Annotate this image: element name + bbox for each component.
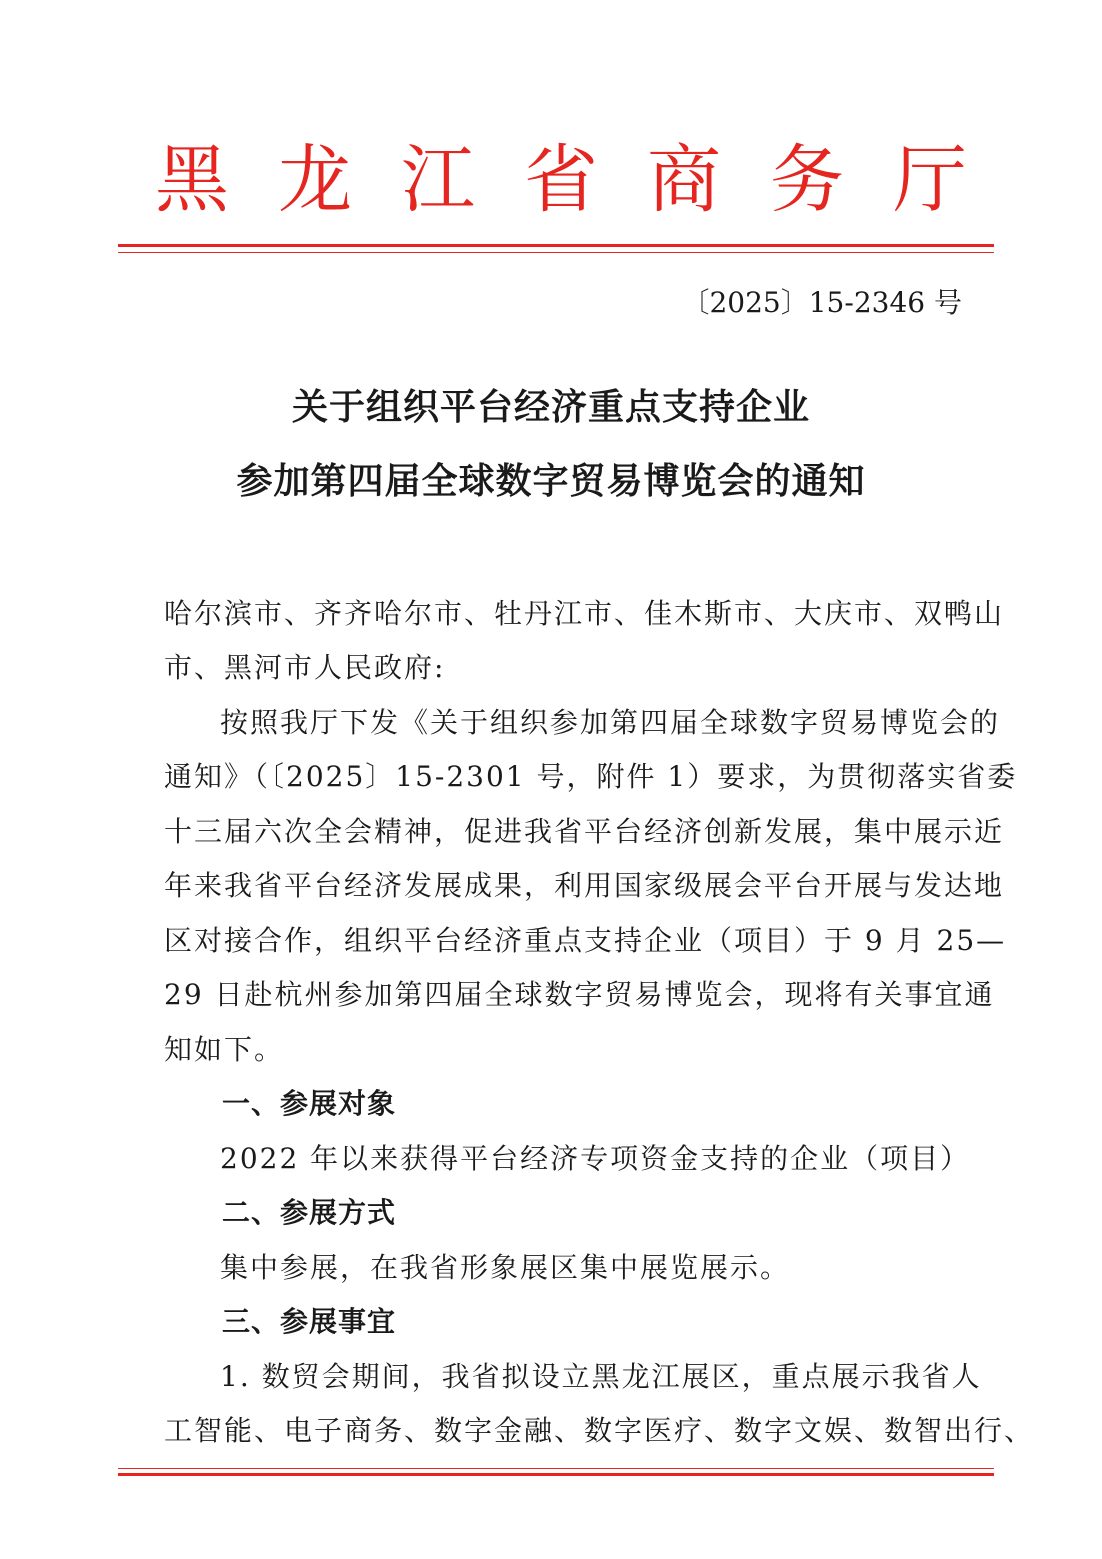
letterhead-char: 江 (401, 137, 475, 223)
letterhead-title (155, 130, 967, 230)
paragraph-line: 年来我省平台经济发展成果，利用国家级展会平台开展与发达地 (164, 869, 1005, 902)
paragraph-line: 集中参展，在我省形象展区集中展览展示。 (220, 1251, 791, 1284)
footer-rule-thin (118, 1468, 994, 1469)
paragraph-line: 按照我厅下发《关于组织参加第四届全球数字贸易博览会的 (220, 706, 1001, 739)
letterhead-char: 厅 (893, 137, 967, 223)
letterhead-char: 务 (770, 137, 844, 223)
paragraph-line: 29 日赴杭州参加第四届全球数字贸易博览会，现将有关事宜通 (164, 978, 995, 1011)
footer-rule-thick (118, 1473, 994, 1476)
section-heading: 三、参展事宜 (222, 1305, 397, 1338)
paragraph-line: 通知》（〔2025〕15-2301 号，附件 1）要求，为贯彻落实省委 (164, 760, 1018, 793)
letterhead-rule-thin (118, 252, 994, 253)
letterhead-rule-thick (118, 244, 994, 247)
section-heading: 一、参展对象 (222, 1087, 397, 1120)
paragraph-line: 知如下。 (164, 1033, 285, 1066)
addressee-line-1: 哈尔滨市、齐齐哈尔市、牡丹江市、佳木斯市、大庆市、双鸭山 (164, 597, 1005, 630)
paragraph-line: 十三届六次全会精神，促进我省平台经济创新发展，集中展示近 (164, 815, 1005, 848)
addressee-line-2: 市、黑河市人民政府: (164, 651, 446, 684)
paragraph-line: 工智能、电子商务、数字金融、数字医疗、数字文娱、数智出行、 (164, 1414, 1035, 1447)
letterhead-char: 龙 (278, 137, 352, 223)
paragraph-line: 2022 年以来获得平台经济专项资金支持的企业（项目） (220, 1142, 971, 1175)
section-heading: 二、参展方式 (222, 1196, 397, 1229)
document-number: 〔2025〕15-2346 号 (681, 286, 962, 319)
document-title-line-1: 关于组织平台经济重点支持企业 (291, 387, 810, 428)
paragraph-line: 区对接合作，组织平台经济重点支持企业（项目）于 9 月 25— (164, 924, 1007, 957)
letterhead-char: 黑 (155, 137, 229, 223)
document-title-line-2: 参加第四届全球数字贸易博览会的通知 (236, 461, 866, 502)
paragraph-line: 1. 数贸会期间，我省拟设立黑龙江展区，重点展示我省人 (220, 1360, 982, 1393)
letterhead-char: 商 (647, 137, 721, 223)
letterhead-char: 省 (524, 137, 598, 223)
